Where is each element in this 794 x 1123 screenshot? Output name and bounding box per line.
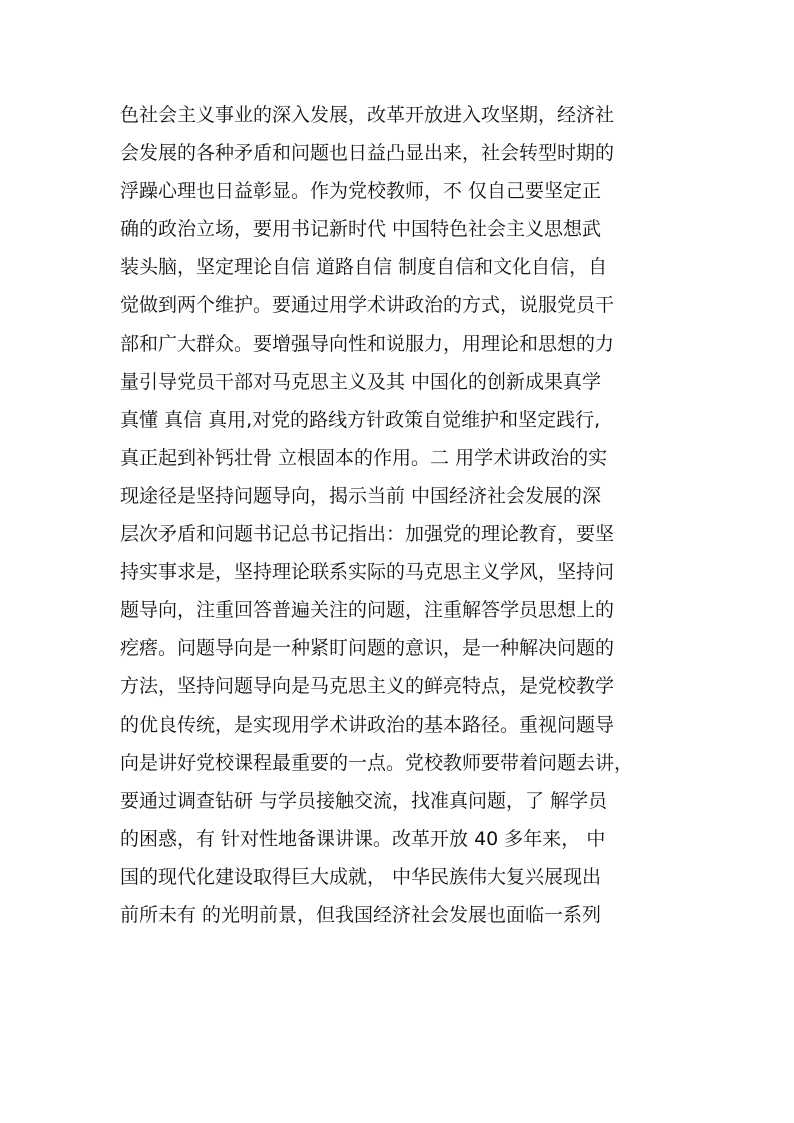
text-line: 疙瘩。问题导向是一种紧盯问题的意识，是一种解决问题的: [120, 637, 615, 660]
text-line: 的优良传统，是实现用学术讲政治的基本路径。重视问题导: [120, 713, 615, 736]
text-line: 持实事求是，坚持理论联系实际的马克思主义学风，坚持问: [120, 561, 615, 584]
text-line: 要通过调查钻研 与学员接触交流，找准真问题，了 解学员: [120, 789, 608, 812]
text-line: 国的现代化建设取得巨大成就， 中华民族伟大复兴展现出: [120, 865, 602, 888]
text-line: 浮躁心理也日益彰显。作为党校教师，不 仅自己要坚定正: [120, 180, 602, 203]
text-line: 现途径是坚持问题导向，揭示当前 中国经济社会发展的深: [120, 484, 602, 507]
text-line: 题导向，注重回答普遍关注的问题，注重解答学员思想上的: [120, 599, 615, 622]
text-line: 觉做到两个维护。要通过用学术讲政治的方式，说服党员干: [120, 294, 615, 317]
text-line: 部和广大群众。要增强导向性和说服力，用理论和思想的力: [120, 332, 615, 355]
text-line: 方法，坚持问题导向是马克思主义的鲜亮特点，是党校教学: [120, 675, 615, 698]
text-line: 真正起到补钙壮骨 立根固本的作用。二 用学术讲政治的实: [120, 446, 608, 469]
text-line: 真懂 真信 真用,对党的路线方针政策自觉维护和坚定践行,: [120, 408, 601, 431]
body-text: [120, 96, 680, 934]
text-line: 的困惑，有 针对性地备课讲课。改革开放 40 多年来， 中: [120, 827, 606, 850]
text-line: 向是讲好党校课程最重要的一点。党校教师要带着问题去讲，: [120, 751, 634, 774]
text-line: 层次矛盾和问题书记总书记指出：加强党的理论教育，要坚: [120, 523, 615, 546]
text-line: 色社会主义事业的深入发展，改革开放进入攻坚期，经济社: [120, 104, 615, 126]
text-line: 装头脑，坚定理论自信 道路自信 制度自信和文化自信，自: [120, 256, 608, 279]
text-line: 会发展的各种矛盾和问题也日益凸显出来，社会转型时期的: [120, 142, 615, 165]
text-line: 前所未有 的光明前景，但我国经济社会发展也面临一系列: [120, 903, 602, 926]
text-line: 量引导党员干部对马克思主义及其 中国化的创新成果真学: [120, 370, 602, 393]
text-line: 确的政治立场，要用书记新时代 中国特色社会主义思想武: [120, 218, 602, 241]
